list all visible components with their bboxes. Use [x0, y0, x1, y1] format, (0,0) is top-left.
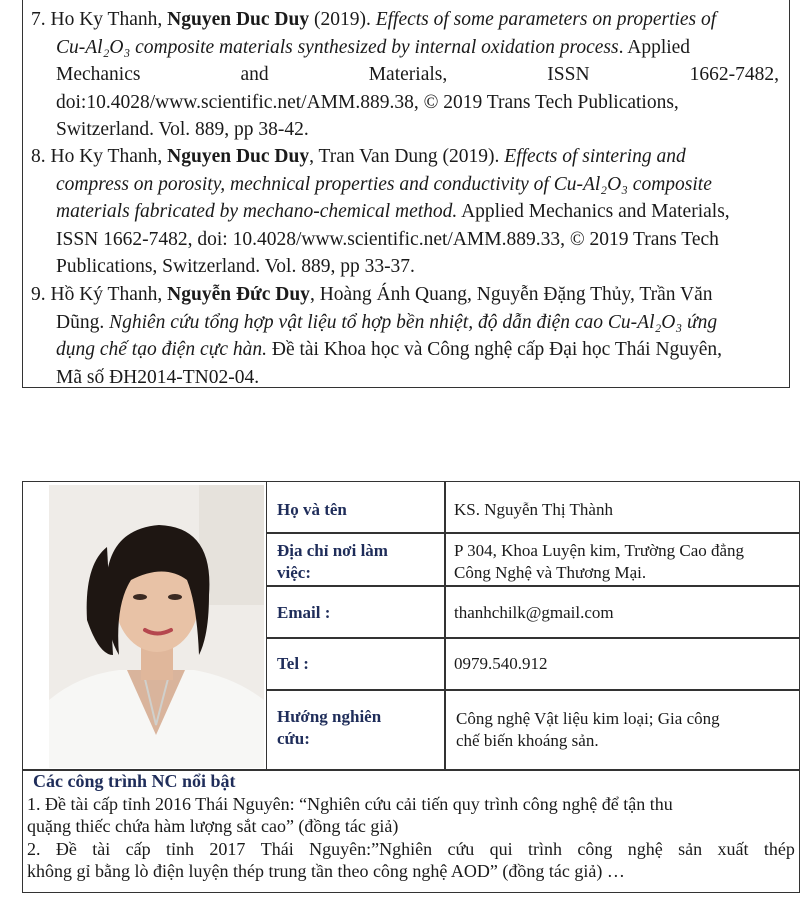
works-heading: Các công trình NC nổi bật [33, 771, 236, 791]
publication-text: Nguyễn Đức Duy [167, 284, 310, 305]
publication-text: Mã số ĐH2014-TN02-04. [56, 366, 260, 388]
publication-text: Nguyen Duc Duy [167, 9, 310, 30]
publication-text: compress on porosity, mechnical properties and conductivity of Cu-Al₂O₃ composite [56, 173, 712, 195]
column-divider [444, 482, 446, 769]
works-word: nghệ [627, 838, 663, 859]
publication-line [31, 226, 779, 254]
publication-text: Hồ Ký Thanh, [50, 284, 168, 305]
works-word: cứu [447, 838, 475, 859]
address-value [454, 540, 794, 584]
publication-text: Publications, Switzerland. Vol. 889, pp 33-37. [56, 256, 415, 277]
publication-line [31, 89, 779, 117]
research-value-line: chế biến khoáng sản. [456, 731, 599, 750]
research-value [456, 708, 796, 752]
works-word: 2. [27, 838, 41, 859]
publication-number: 7. [31, 9, 51, 30]
profile-table [22, 481, 800, 893]
works-word: Nguyên:”Nghiên [309, 838, 433, 859]
works-line: không gỉ bằng lò điện luyện thép trung tần theo công nghệ AOD” (đồng tác giả) … [27, 861, 625, 881]
works-word: tỉnh [165, 838, 194, 859]
publication-text: . Applied [618, 36, 691, 58]
works-word: Đề [55, 838, 77, 859]
notable-works [27, 770, 795, 883]
tel-label: Tel : [277, 654, 309, 673]
research-value-line: Công nghệ Vật liệu kim loại; Gia công [456, 709, 720, 728]
publication-text: Nguyen Duc Duy [167, 146, 310, 167]
publication-line [31, 198, 779, 226]
publication-item [31, 6, 779, 144]
tel-value: 0979.540.912 [454, 654, 548, 673]
publication-word: and [240, 64, 269, 85]
works-word: tài [92, 838, 111, 859]
publication-word: 1662-7482, [689, 64, 779, 85]
publication-line [31, 281, 779, 309]
photo-cell [23, 482, 267, 769]
works-word: thép [763, 838, 795, 859]
works-word: sản [678, 838, 703, 859]
publication-text: materials fabricated by mechano-chemical method. [56, 201, 458, 222]
address-value-line: P 304, Khoa Luyện kim, Trường Cao đẳng [454, 541, 745, 560]
email-label: Email : [277, 603, 331, 622]
research-label-line: Hướng nghiên [277, 707, 382, 726]
works-word: 2017 [209, 838, 246, 859]
publication-number: 8. [31, 146, 51, 167]
name-label: Họ và tên [277, 500, 347, 519]
works-word: công [577, 838, 613, 859]
publication-text: Cu-Al₂O₃ composite materials synthesized by internal oxidation process [56, 36, 619, 58]
works-word: cấp [125, 838, 151, 859]
portrait-photo [49, 485, 264, 768]
name-value: KS. Nguyễn Thị Thành [454, 500, 613, 519]
publication-word: Mechanics [56, 64, 141, 85]
research-label-line: cứu: [277, 729, 310, 748]
works-word: trình [527, 838, 562, 859]
publications-box [22, 0, 790, 388]
works-line: quặng thiếc chứa hàm lượng sắt cao” (đồng tác giả) [27, 816, 399, 836]
publication-text: Effects of some parameters on properties of [375, 9, 717, 30]
works-word: Thái [260, 838, 294, 859]
publication-text: Applied Mechanics and Materials, [457, 201, 730, 222]
publication-line [31, 34, 779, 62]
publication-text: , Tran Van Dung (2019). [309, 146, 505, 167]
publication-text: ISSN 1662-7482, doi: 10.4028/www.scientific.net/AMM.889.33, © 2019 Trans Tech [56, 228, 719, 250]
publication-line [31, 253, 779, 281]
publication-text: doi:10.4028/www.scientific.net/AMM.889.38, © 2019 Trans Tech Publications, [56, 91, 679, 113]
works-line: 1. Đề tài cấp tỉnh 2016 Thái Nguyên: “Nghiên cứu cải tiến quy trình công nghệ để tận thu [27, 793, 673, 814]
publication-text: dụng chế tạo điện cực hàn. [56, 339, 267, 360]
publication-line [31, 143, 779, 171]
publication-text: Dũng. [56, 311, 110, 333]
publication-line [31, 61, 779, 89]
publication-text: , Hoàng Ánh Quang, Nguyễn Đặng Thủy, Trần Văn [309, 284, 713, 305]
publication-line [31, 6, 779, 34]
publication-line [31, 309, 779, 337]
publication-text: Nghiên cứu tổng hợp vật liệu tổ hợp bền nhiệt, độ dẫn điện cao Cu-Al₂O₃ ứng [109, 311, 718, 333]
row-divider [267, 689, 800, 691]
works-word: qui [489, 838, 513, 859]
publication-text: (2019). [309, 9, 376, 30]
research-label [277, 706, 437, 750]
publication-item [31, 143, 779, 281]
publication-line [31, 336, 779, 364]
publication-text: Switzerland. Vol. 889, pp 38-42. [56, 119, 309, 140]
address-value-line: Công Nghệ và Thương Mại. [454, 563, 647, 582]
publication-text: Effects of sintering and [504, 146, 686, 167]
publication-line [31, 364, 779, 392]
address-label-line: Địa chỉ nơi làm [277, 541, 388, 560]
publication-text: Ho Ky Thanh, [50, 146, 168, 167]
works-word: xuất [717, 838, 749, 859]
address-label-line: việc: [277, 563, 311, 582]
publication-line [31, 116, 779, 144]
row-divider [267, 637, 800, 639]
publication-text: Ho Ky Thanh, [50, 9, 168, 30]
publication-number: 9. [31, 284, 51, 305]
publication-text: Đề tài Khoa học và Công nghệ cấp Đại học Thái Nguyên, [267, 339, 723, 360]
publication-word: ISSN [547, 64, 590, 85]
email-value[interactable]: thanhchilk@gmail.com [454, 603, 614, 622]
row-divider [267, 585, 800, 587]
works-line [27, 838, 795, 861]
address-label [277, 540, 437, 584]
row-divider [267, 532, 800, 534]
publication-word: Materials, [368, 64, 448, 85]
publication-item [31, 281, 779, 391]
publication-line [31, 171, 779, 199]
